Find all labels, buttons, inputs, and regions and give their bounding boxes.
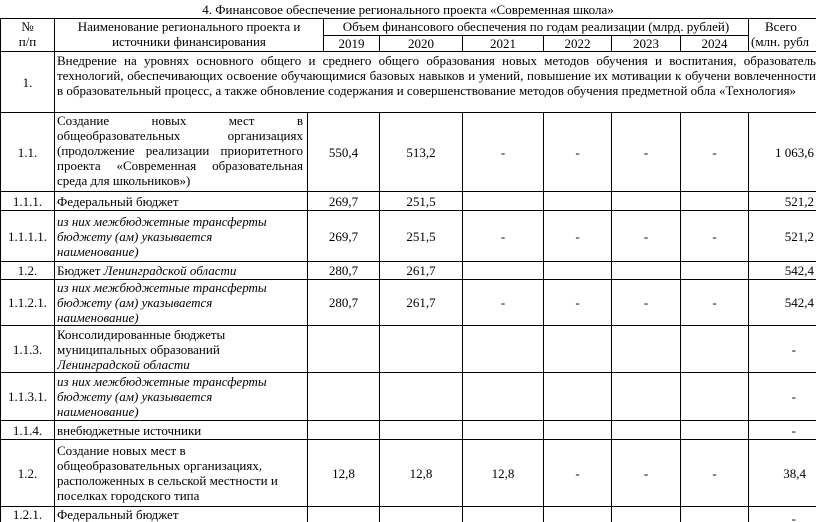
row-value bbox=[308, 373, 379, 420]
row-value bbox=[544, 192, 611, 210]
row-value bbox=[612, 507, 680, 522]
row-value bbox=[544, 421, 611, 439]
row-value bbox=[380, 326, 462, 372]
row-value bbox=[380, 373, 462, 420]
row-value bbox=[463, 192, 543, 210]
row-num: 1.2. bbox=[17, 465, 38, 481]
header-total bbox=[749, 19, 816, 51]
row-name: из них межбюджетные трансферты бюджету (ам) указывается наименование) bbox=[57, 280, 267, 325]
row-value bbox=[681, 507, 748, 522]
row-value: - bbox=[712, 295, 717, 310]
row-total: 1 063,6 bbox=[775, 144, 814, 160]
row-name: Федеральный бюджет bbox=[57, 193, 179, 209]
row-value: 12,8 bbox=[409, 465, 433, 481]
row-num: 1.1.3.1. bbox=[8, 389, 47, 404]
row-value bbox=[463, 262, 543, 279]
row-name-part: Консолидированные бюджеты муниципальных образований bbox=[57, 327, 226, 357]
row-value: 12,8 bbox=[491, 465, 515, 481]
row-num: 1.1. bbox=[17, 144, 38, 160]
row-value bbox=[612, 373, 680, 420]
row-value: 261,7 bbox=[406, 263, 436, 278]
row-num: 1.2. bbox=[17, 263, 38, 278]
row-num: 1.1.1. bbox=[12, 193, 43, 209]
row-value: - bbox=[500, 295, 506, 310]
row-value bbox=[681, 373, 748, 420]
row-value: 261,7 bbox=[406, 295, 436, 310]
header-num-line2: п/п bbox=[18, 34, 37, 49]
row-value bbox=[380, 421, 462, 439]
table-title: 4. Финансовое обеспечение регионального проекта «Современная школа» bbox=[202, 2, 614, 17]
row-value bbox=[463, 326, 543, 372]
row-value: - bbox=[643, 465, 649, 481]
row-value: - bbox=[712, 228, 717, 244]
row-value: - bbox=[500, 228, 506, 244]
row-value bbox=[681, 326, 748, 372]
row-name: Федеральный бюджет bbox=[57, 507, 179, 522]
header-num bbox=[1, 19, 54, 51]
row-total: 521,2 bbox=[784, 193, 814, 209]
row-value bbox=[308, 326, 379, 372]
section-num: 1. bbox=[22, 74, 33, 90]
row-value: - bbox=[575, 228, 580, 244]
header-total-line1: Всего bbox=[765, 19, 797, 34]
row-name-region: Ленинградской области bbox=[57, 357, 190, 372]
row-num: 1.1.3. bbox=[12, 341, 43, 357]
header-volume: Объем финансового обеспечения по годам реализации (млрд. рублей) bbox=[342, 19, 730, 34]
row-total: 521,2 bbox=[784, 228, 814, 244]
row-value bbox=[308, 421, 379, 439]
row-num: 1.1.1.1. bbox=[8, 228, 47, 244]
row-name bbox=[57, 262, 303, 279]
header-year: 2024 bbox=[701, 36, 728, 51]
row-value bbox=[612, 326, 680, 372]
row-value bbox=[463, 373, 543, 420]
row-value bbox=[681, 192, 748, 210]
section-text: Внедрение на уровнях основного общего и среднего общего образования новых методов обучения и воспитания, образователь технологий, обеспечивающих освоение обучающимися базовых навыков и умений, повышение их мотивации к обучени вовлеченности в образовательный процесс, а также обновление содержания и совершенствование методов обучения предметной обла «Технология» bbox=[57, 53, 816, 98]
row-value: - bbox=[712, 465, 717, 481]
row-num: 1.1.2.1. bbox=[8, 295, 47, 310]
row-value bbox=[544, 262, 611, 279]
row-num: 1.2.1. bbox=[12, 507, 43, 522]
row-value bbox=[612, 421, 680, 439]
row-name: Создание новых мест в общеобразовательных организациях, расположенных в сельской местности и поселках городского типа bbox=[57, 443, 278, 503]
header-year: 2023 bbox=[633, 36, 659, 51]
row-value bbox=[463, 421, 543, 439]
row-total: - bbox=[791, 389, 796, 404]
row-value bbox=[612, 262, 680, 279]
row-value: 251,5 bbox=[406, 228, 436, 244]
row-value bbox=[308, 507, 379, 522]
row-value: - bbox=[575, 465, 580, 481]
row-name: Создание новых мест в общеобразовательных организациях (продолжение реализации приоритетного проекта «Современная образовательная среда для школьников») bbox=[57, 113, 303, 188]
row-total: - bbox=[791, 511, 796, 522]
header-num-line1: № bbox=[21, 19, 34, 34]
row-value: - bbox=[575, 144, 580, 160]
header-year: 2021 bbox=[490, 36, 516, 51]
row-total: - bbox=[791, 341, 796, 357]
row-name bbox=[57, 326, 247, 372]
row-value: - bbox=[575, 295, 580, 310]
row-value bbox=[380, 507, 462, 522]
row-value bbox=[544, 507, 611, 522]
row-value: 251,5 bbox=[406, 193, 436, 209]
row-value bbox=[612, 192, 680, 210]
row-name-part: Бюджет bbox=[57, 263, 104, 278]
header-total-line2: (млн. рубл bbox=[751, 34, 809, 49]
row-value: - bbox=[643, 295, 649, 310]
row-total: - bbox=[791, 422, 796, 438]
row-value: 269,7 bbox=[328, 228, 359, 244]
row-total: 542,4 bbox=[784, 295, 814, 310]
row-value: - bbox=[500, 144, 506, 160]
row-value bbox=[681, 262, 748, 279]
row-value: 550,4 bbox=[328, 144, 359, 160]
row-name: из них межбюджетные трансферты бюджету (ам) указывается наименование) bbox=[57, 213, 267, 259]
header-year: 2022 bbox=[564, 36, 591, 51]
row-value: 280,7 bbox=[328, 295, 359, 310]
row-value: - bbox=[643, 144, 649, 160]
row-total: 38,4 bbox=[783, 465, 806, 481]
row-total: 542,4 bbox=[784, 263, 814, 278]
row-name: внебюджетные источники bbox=[57, 422, 202, 438]
row-value bbox=[681, 421, 748, 439]
row-value: - bbox=[712, 144, 717, 160]
row-value: 12,8 bbox=[332, 465, 355, 481]
row-name: из них межбюджетные трансферты бюджету (ам) указывается наименование) bbox=[57, 374, 267, 419]
row-value bbox=[544, 326, 611, 372]
row-value bbox=[463, 507, 543, 522]
row-num: 1.1.4. bbox=[12, 422, 43, 438]
row-value bbox=[544, 373, 611, 420]
row-value: 280,7 bbox=[328, 263, 359, 278]
row-value: 513,2 bbox=[406, 144, 436, 160]
row-value: - bbox=[643, 228, 649, 244]
header-year: 2020 bbox=[408, 36, 434, 51]
header-year: 2019 bbox=[338, 36, 365, 51]
header-name: Наименование регионального проекта и источники финансирования bbox=[77, 19, 301, 49]
row-name-region: Ленинградской области bbox=[103, 263, 237, 278]
row-value: 269,7 bbox=[328, 193, 359, 209]
